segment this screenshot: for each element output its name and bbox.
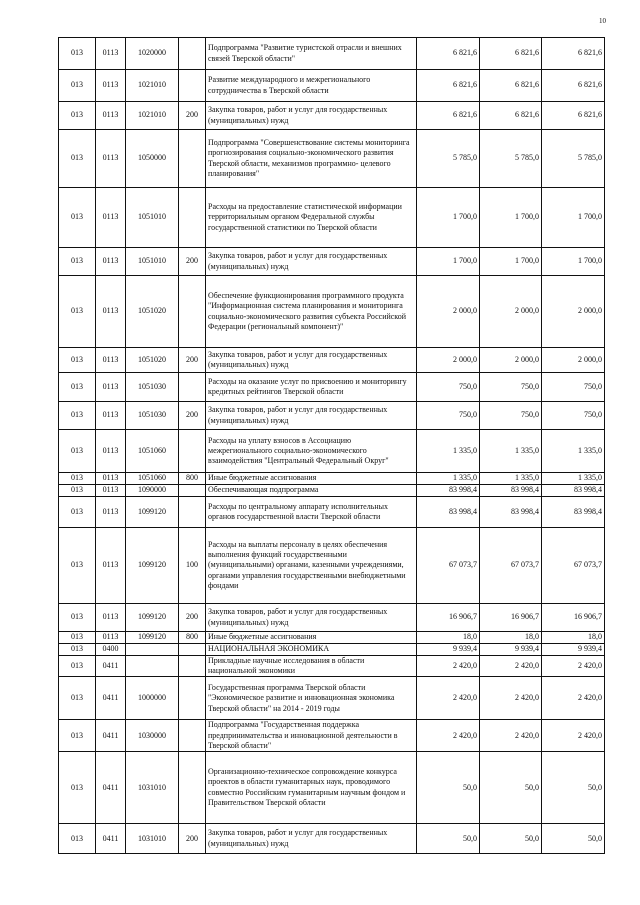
admin-code-cell: 013 (59, 497, 96, 528)
amount-year2-cell: 83 998,4 (480, 497, 542, 528)
amount-year3-cell: 50,0 (542, 824, 605, 854)
expense-type-cell: 800 (179, 632, 206, 644)
expense-type-cell (179, 644, 206, 656)
target-article-cell (126, 656, 179, 677)
item-name-cell: Организационно-техническое сопровождение конкурса проектов в области гуманитарных наук, проводимого совместно Российским гуманитарным научным фондом и Правительством Тверской области (206, 752, 417, 824)
amount-year1-cell: 2 420,0 (417, 656, 480, 677)
item-name-cell: НАЦИОНАЛЬНАЯ ЭКОНОМИКА (206, 644, 417, 656)
expense-type-cell (179, 130, 206, 188)
target-article-cell: 1090000 (126, 485, 179, 497)
expense-type-cell (179, 70, 206, 102)
target-article-cell: 1051030 (126, 373, 179, 402)
amount-year1-cell: 750,0 (417, 402, 480, 430)
amount-year3-cell: 67 073,7 (542, 528, 605, 604)
admin-code-cell: 013 (59, 485, 96, 497)
admin-code-cell: 013 (59, 677, 96, 720)
section-code-cell: 0113 (96, 402, 126, 430)
admin-code-cell: 013 (59, 70, 96, 102)
target-article-cell: 1031010 (126, 752, 179, 824)
target-article-cell: 1021010 (126, 102, 179, 130)
section-code-cell: 0113 (96, 373, 126, 402)
item-name-cell: Государственная программа Тверской области "Экономическое развитие и инновационная экономика Тверской области" на 2014 - 2019 годы (206, 677, 417, 720)
target-article-cell: 1099120 (126, 528, 179, 604)
item-name-cell: Закупка товаров, работ и услуг для государственных (муниципальных) нужд (206, 824, 417, 854)
item-name-cell: Прикладные научные исследования в области национальной экономики (206, 656, 417, 677)
amount-year1-cell: 9 939,4 (417, 644, 480, 656)
section-code-cell: 0113 (96, 348, 126, 373)
amount-year3-cell: 16 906,7 (542, 604, 605, 632)
amount-year3-cell: 83 998,4 (542, 485, 605, 497)
amount-year2-cell: 6 821,6 (480, 70, 542, 102)
expense-type-cell (179, 497, 206, 528)
amount-year3-cell: 1 700,0 (542, 188, 605, 248)
item-name-cell: Обеспечивающая подпрограмма (206, 485, 417, 497)
item-name-cell: Расходы на оказание услуг по присвоению и мониторингу кредитных рейтингов Тверской области (206, 373, 417, 402)
target-article-cell: 1051020 (126, 348, 179, 373)
item-name-cell: Иные бюджетные ассигнования (206, 632, 417, 644)
expense-type-cell (179, 38, 206, 70)
target-article-cell: 1051010 (126, 248, 179, 276)
amount-year2-cell: 5 785,0 (480, 130, 542, 188)
table-row (59, 430, 605, 473)
admin-code-cell: 013 (59, 348, 96, 373)
table-row (59, 348, 605, 373)
budget-table (58, 37, 605, 854)
table-row (59, 473, 605, 485)
item-name-cell: Закупка товаров, работ и услуг для государственных (муниципальных) нужд (206, 402, 417, 430)
target-article-cell: 1099120 (126, 497, 179, 528)
section-code-cell: 0400 (96, 644, 126, 656)
section-code-cell: 0113 (96, 528, 126, 604)
item-name-cell: Расходы на предоставление статистической информации территориальным органом Федеральной службы государственной статистики по Тверской области (206, 188, 417, 248)
target-article-cell: 1051010 (126, 188, 179, 248)
expense-type-cell (179, 752, 206, 824)
section-code-cell: 0113 (96, 130, 126, 188)
amount-year2-cell: 1 335,0 (480, 473, 542, 485)
admin-code-cell: 013 (59, 102, 96, 130)
table-row (59, 644, 605, 656)
section-code-cell: 0113 (96, 430, 126, 473)
amount-year3-cell: 50,0 (542, 752, 605, 824)
expense-type-cell (179, 720, 206, 752)
expense-type-cell: 200 (179, 402, 206, 430)
amount-year3-cell: 2 420,0 (542, 656, 605, 677)
target-article-cell: 1051020 (126, 276, 179, 348)
amount-year1-cell: 1 700,0 (417, 188, 480, 248)
table-row (59, 824, 605, 854)
target-article-cell: 1031010 (126, 824, 179, 854)
amount-year1-cell: 6 821,6 (417, 102, 480, 130)
amount-year2-cell: 750,0 (480, 373, 542, 402)
admin-code-cell: 013 (59, 130, 96, 188)
expense-type-cell: 200 (179, 604, 206, 632)
target-article-cell: 1020000 (126, 38, 179, 70)
admin-code-cell: 013 (59, 373, 96, 402)
item-name-cell: Подпрограмма "Совершенствование системы мониторинга прогнозирования социально-экономического развития Тверской области, механизмов программно- целевого планирования" (206, 130, 417, 188)
amount-year1-cell: 1 335,0 (417, 430, 480, 473)
table-row (59, 720, 605, 752)
table-row (59, 677, 605, 720)
amount-year3-cell: 9 939,4 (542, 644, 605, 656)
item-name-cell: Развитие международного и межрегионального сотрудничества в Тверской области (206, 70, 417, 102)
target-article-cell: 1051060 (126, 430, 179, 473)
item-name-cell: Подпрограмма "Государственная поддержка предпринимательства и инновационной деятельности в Тверской области" (206, 720, 417, 752)
table-row (59, 656, 605, 677)
amount-year2-cell: 1 700,0 (480, 248, 542, 276)
admin-code-cell: 013 (59, 473, 96, 485)
admin-code-cell: 013 (59, 720, 96, 752)
amount-year2-cell: 2 000,0 (480, 348, 542, 373)
item-name-cell: Подпрограмма "Развитие туристской отрасли и внешних связей Тверской области" (206, 38, 417, 70)
section-code-cell: 0113 (96, 248, 126, 276)
amount-year1-cell: 6 821,6 (417, 70, 480, 102)
expense-type-cell (179, 373, 206, 402)
target-article-cell: 1099120 (126, 604, 179, 632)
admin-code-cell: 013 (59, 528, 96, 604)
amount-year1-cell: 1 700,0 (417, 248, 480, 276)
admin-code-cell: 013 (59, 752, 96, 824)
admin-code-cell: 013 (59, 632, 96, 644)
amount-year3-cell: 6 821,6 (542, 102, 605, 130)
amount-year2-cell: 16 906,7 (480, 604, 542, 632)
amount-year3-cell: 750,0 (542, 373, 605, 402)
amount-year2-cell: 18,0 (480, 632, 542, 644)
expense-type-cell (179, 656, 206, 677)
amount-year3-cell: 1 335,0 (542, 473, 605, 485)
section-code-cell: 0113 (96, 473, 126, 485)
amount-year1-cell: 2 000,0 (417, 348, 480, 373)
admin-code-cell: 013 (59, 644, 96, 656)
section-code-cell: 0113 (96, 497, 126, 528)
amount-year3-cell: 2 000,0 (542, 276, 605, 348)
admin-code-cell: 013 (59, 248, 96, 276)
amount-year3-cell: 18,0 (542, 632, 605, 644)
admin-code-cell: 013 (59, 824, 96, 854)
table-row (59, 632, 605, 644)
amount-year3-cell: 1 700,0 (542, 248, 605, 276)
item-name-cell: Расходы по центральному аппарату исполнительных органов государственной власти Тверской области (206, 497, 417, 528)
section-code-cell: 0113 (96, 102, 126, 130)
amount-year2-cell: 6 821,6 (480, 102, 542, 130)
expense-type-cell: 200 (179, 348, 206, 373)
amount-year1-cell: 50,0 (417, 752, 480, 824)
budget-table-body (59, 38, 605, 854)
table-row (59, 38, 605, 70)
target-article-cell: 1030000 (126, 720, 179, 752)
target-article-cell: 1099120 (126, 632, 179, 644)
amount-year2-cell: 2 420,0 (480, 720, 542, 752)
table-row (59, 752, 605, 824)
amount-year2-cell: 1 335,0 (480, 430, 542, 473)
amount-year1-cell: 5 785,0 (417, 130, 480, 188)
table-row (59, 188, 605, 248)
expense-type-cell: 200 (179, 248, 206, 276)
amount-year3-cell: 6 821,6 (542, 70, 605, 102)
amount-year1-cell: 2 420,0 (417, 677, 480, 720)
item-name-cell: Расходы на уплату взносов в Ассоциацию межрегионального социально-экономического взаимодействия "Центральный Федеральный Округ" (206, 430, 417, 473)
table-row (59, 402, 605, 430)
amount-year1-cell: 2 420,0 (417, 720, 480, 752)
amount-year3-cell: 1 335,0 (542, 430, 605, 473)
expense-type-cell (179, 485, 206, 497)
section-code-cell: 0411 (96, 677, 126, 720)
expense-type-cell (179, 276, 206, 348)
amount-year1-cell: 2 000,0 (417, 276, 480, 348)
item-name-cell: Иные бюджетные ассигнования (206, 473, 417, 485)
expense-type-cell: 200 (179, 102, 206, 130)
item-name-cell: Закупка товаров, работ и услуг для государственных (муниципальных) нужд (206, 348, 417, 373)
target-article-cell: 1000000 (126, 677, 179, 720)
amount-year1-cell: 18,0 (417, 632, 480, 644)
expense-type-cell: 800 (179, 473, 206, 485)
section-code-cell: 0411 (96, 824, 126, 854)
amount-year1-cell: 1 335,0 (417, 473, 480, 485)
table-row (59, 485, 605, 497)
section-code-cell: 0113 (96, 70, 126, 102)
admin-code-cell: 013 (59, 656, 96, 677)
amount-year3-cell: 2 420,0 (542, 677, 605, 720)
target-article-cell: 1051060 (126, 473, 179, 485)
section-code-cell: 0113 (96, 632, 126, 644)
expense-type-cell: 200 (179, 824, 206, 854)
table-row (59, 497, 605, 528)
section-code-cell: 0113 (96, 276, 126, 348)
admin-code-cell: 013 (59, 604, 96, 632)
amount-year1-cell: 67 073,7 (417, 528, 480, 604)
table-row (59, 276, 605, 348)
target-article-cell: 1021010 (126, 70, 179, 102)
item-name-cell: Обеспечение функционирования программного продукта "Информационная система планирования и мониторинга социально-экономического развития субъекта Российской Федерации (региональный компонент)" (206, 276, 417, 348)
section-code-cell: 0113 (96, 38, 126, 70)
amount-year2-cell: 83 998,4 (480, 485, 542, 497)
target-article-cell: 1050000 (126, 130, 179, 188)
expense-type-cell (179, 188, 206, 248)
amount-year3-cell: 2 420,0 (542, 720, 605, 752)
amount-year2-cell: 6 821,6 (480, 38, 542, 70)
expense-type-cell (179, 430, 206, 473)
table-row (59, 102, 605, 130)
amount-year3-cell: 750,0 (542, 402, 605, 430)
expense-type-cell: 100 (179, 528, 206, 604)
section-code-cell: 0411 (96, 752, 126, 824)
item-name-cell: Расходы на выплаты персоналу в целях обеспечения выполнения функций государственными (муниципальными) органами, казенными учреждениями, органами управления государственными внебюджетными фондами (206, 528, 417, 604)
amount-year1-cell: 83 998,4 (417, 485, 480, 497)
section-code-cell: 0411 (96, 720, 126, 752)
amount-year3-cell: 6 821,6 (542, 38, 605, 70)
amount-year2-cell: 750,0 (480, 402, 542, 430)
section-code-cell: 0113 (96, 604, 126, 632)
admin-code-cell: 013 (59, 188, 96, 248)
admin-code-cell: 013 (59, 276, 96, 348)
amount-year3-cell: 83 998,4 (542, 497, 605, 528)
table-row (59, 528, 605, 604)
admin-code-cell: 013 (59, 430, 96, 473)
section-code-cell: 0113 (96, 188, 126, 248)
item-name-cell: Закупка товаров, работ и услуг для государственных (муниципальных) нужд (206, 102, 417, 130)
section-code-cell: 0411 (96, 656, 126, 677)
target-article-cell: 1051030 (126, 402, 179, 430)
amount-year1-cell: 83 998,4 (417, 497, 480, 528)
amount-year3-cell: 2 000,0 (542, 348, 605, 373)
amount-year2-cell: 2 420,0 (480, 677, 542, 720)
table-row (59, 373, 605, 402)
amount-year2-cell: 67 073,7 (480, 528, 542, 604)
page-number: 10 (599, 17, 606, 25)
table-row (59, 70, 605, 102)
amount-year1-cell: 50,0 (417, 824, 480, 854)
target-article-cell (126, 644, 179, 656)
item-name-cell: Закупка товаров, работ и услуг для государственных (муниципальных) нужд (206, 604, 417, 632)
amount-year2-cell: 1 700,0 (480, 188, 542, 248)
amount-year1-cell: 6 821,6 (417, 38, 480, 70)
amount-year2-cell: 2 000,0 (480, 276, 542, 348)
amount-year2-cell: 2 420,0 (480, 656, 542, 677)
table-row (59, 604, 605, 632)
amount-year3-cell: 5 785,0 (542, 130, 605, 188)
item-name-cell: Закупка товаров, работ и услуг для государственных (муниципальных) нужд (206, 248, 417, 276)
amount-year1-cell: 16 906,7 (417, 604, 480, 632)
amount-year2-cell: 50,0 (480, 752, 542, 824)
admin-code-cell: 013 (59, 38, 96, 70)
expense-type-cell (179, 677, 206, 720)
admin-code-cell: 013 (59, 402, 96, 430)
amount-year2-cell: 9 939,4 (480, 644, 542, 656)
amount-year1-cell: 750,0 (417, 373, 480, 402)
section-code-cell: 0113 (96, 485, 126, 497)
amount-year2-cell: 50,0 (480, 824, 542, 854)
table-row (59, 248, 605, 276)
table-row (59, 130, 605, 188)
